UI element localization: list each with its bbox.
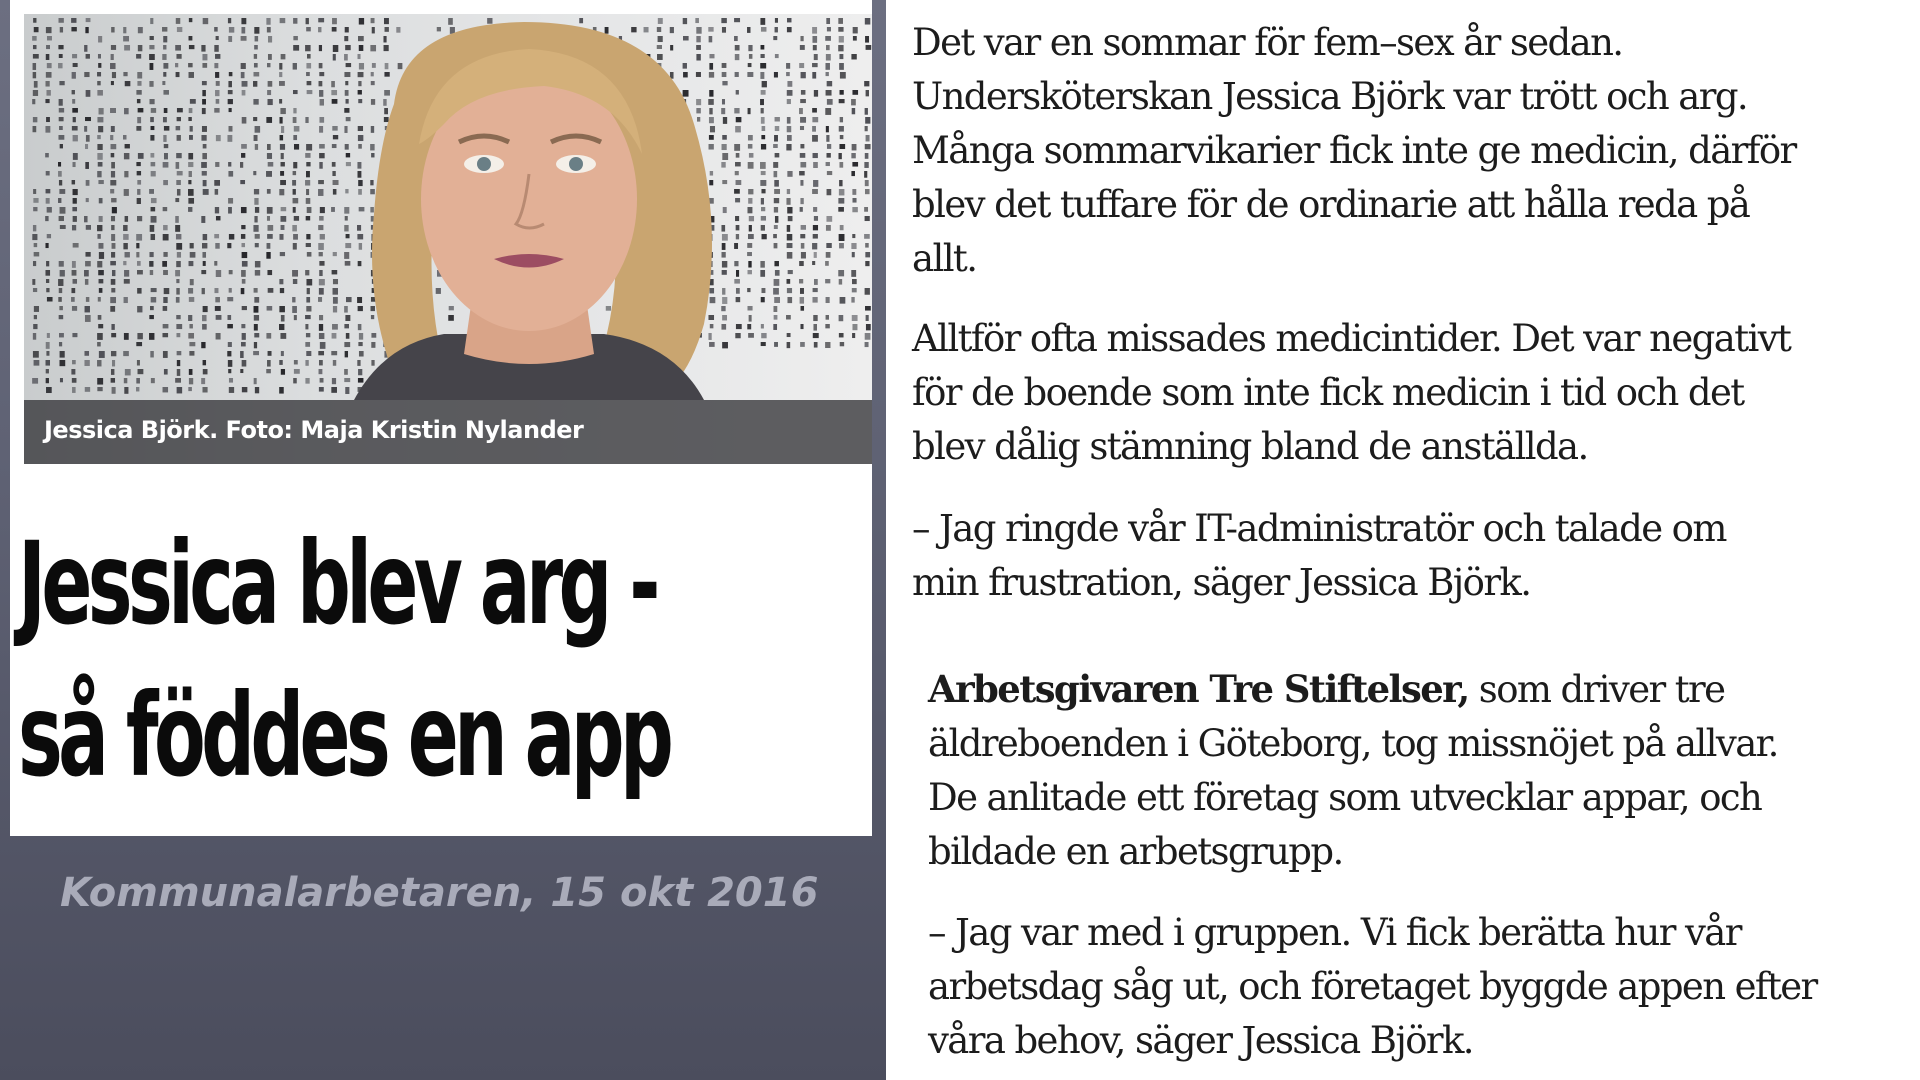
left-panel xyxy=(0,0,886,1080)
text-line: våra behov, säger Jessica Björk. xyxy=(928,1019,1473,1062)
article-paragraph-3 xyxy=(912,502,1726,610)
text-line: för de boende som inte fick medicin i tid och det xyxy=(912,371,1744,414)
source-credit: Kommunalarbetaren, 15 okt 2016 xyxy=(60,870,819,916)
employer-name: Arbetsgivaren Tre Stiftelser, xyxy=(928,667,1469,711)
text-line: arbetsdag såg ut, och företaget byggde appen efter xyxy=(928,965,1817,1008)
text-line: De anlitade ett företag som utvecklar appar, och xyxy=(928,776,1762,819)
text-line: min frustration, säger Jessica Björk. xyxy=(912,561,1531,604)
text-line: Undersköterskan Jessica Björk var trött och arg. xyxy=(912,75,1748,118)
headline-line-2: så föddes en app xyxy=(18,669,670,802)
text-line: – Jag ringde vår IT-administratör och talade om xyxy=(912,507,1726,550)
text-line: Det var en sommar för fem–sex år sedan. xyxy=(912,21,1623,64)
text-line: allt. xyxy=(912,237,977,280)
text-line: blev det tuffare för de ordinarie att hålla reda på xyxy=(912,183,1750,226)
text-line: äldreboenden i Göteborg, tog missnöjet på allvar. xyxy=(928,722,1778,765)
article-paragraph-4 xyxy=(928,662,1778,879)
article-headline xyxy=(18,508,670,812)
text-line: Många sommarvikarier fick inte ge medicin, därför xyxy=(912,129,1796,172)
photo-caption: Jessica Björk. Foto: Maja Kristin Nylander xyxy=(44,416,584,444)
text-line: Alltför ofta missades medicintider. Det var negativt xyxy=(912,317,1791,360)
article-paragraph-1 xyxy=(912,16,1796,286)
article-paragraph-5 xyxy=(928,906,1817,1068)
text-line: Arbetsgivaren Tre Stiftelser, som driver tre xyxy=(928,667,1725,711)
newspaper-clipping xyxy=(10,0,872,836)
text-line: blev dålig stämning bland de anställda. xyxy=(912,425,1588,468)
article-photo xyxy=(24,14,872,464)
headline-line-1: Jessica blev arg - xyxy=(18,517,656,650)
text-line: – Jag var med i gruppen. Vi fick berätta hur vår xyxy=(928,911,1741,954)
article-paragraph-2 xyxy=(912,312,1790,474)
text-line: bildade en arbetsgrupp. xyxy=(928,830,1343,873)
portrait-illustration xyxy=(24,14,872,464)
photo-caption-bar xyxy=(24,400,872,464)
